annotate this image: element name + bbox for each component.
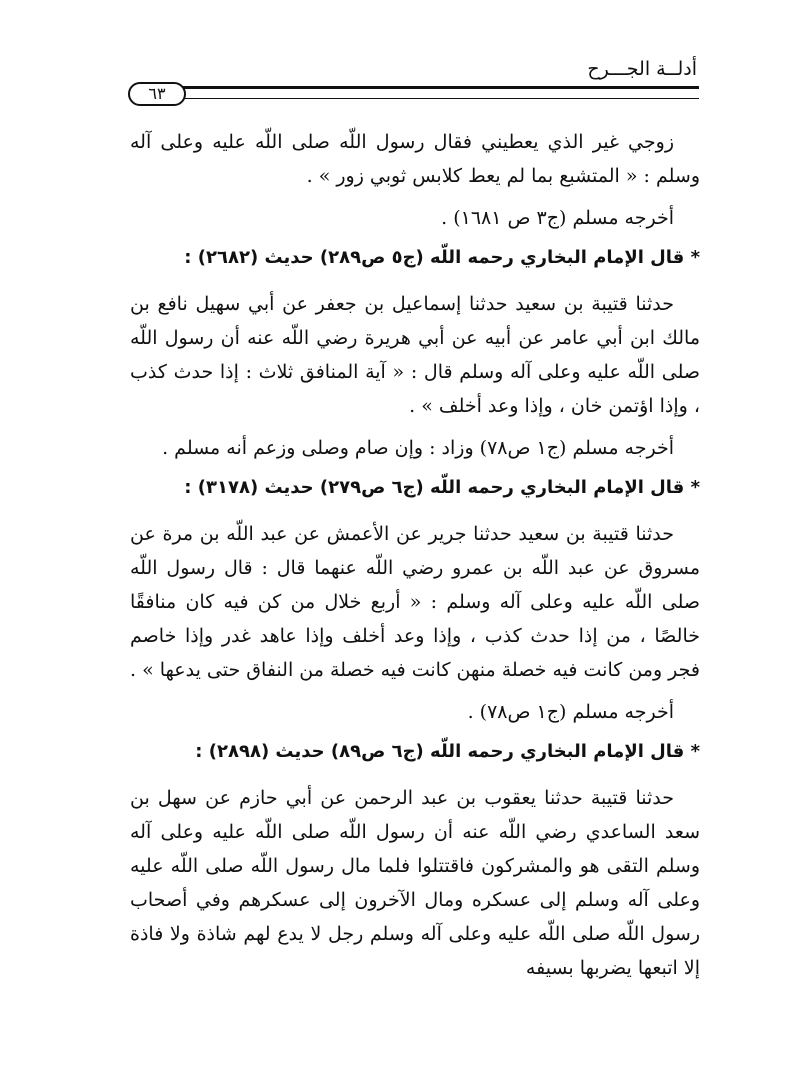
header-rule xyxy=(178,86,699,99)
source-citation: أخرجه مسلم (ج١ ص٧٨) وزاد : وإن صام وصلى وزعم أنه مسلم . xyxy=(162,437,674,459)
paragraph-continuation: زوجي غير الذي يعطيني فقال رسول اللّه صلى اللّه عليه وعلى آله وسلم : « المتشبع بما لم يعط كلابس ثوبي زور » . xyxy=(130,131,700,187)
page-body xyxy=(130,125,700,993)
hadith-text: حدثنا قتيبة بن سعيد حدثنا إسماعيل بن جعفر عن أبي سهيل نافع بن مالك ابن أبي عامر عن أبيه عن أبي هريرة رضي اللّه عنه أن رسول اللّه صلى اللّه عليه وعلى آله وسلم قال : « آية المنافق ثلاث : إذا حدث كذب ، وإذا اؤتمن خان ، وإذا وعد أخلف » . xyxy=(130,293,700,417)
running-header-title: أدلــة الجـــرح xyxy=(587,58,697,80)
hadith-heading: * قال الإمام البخاري رحمه اللّه (ج٦ ص٨٩) حديث (٢٨٩٨) : xyxy=(195,741,700,762)
hadith-text: حدثنا قتيبة بن سعيد حدثنا جرير عن الأعمش عن عبد اللّه بن مرة عن مسروق عن عبد اللّه بن عمرو رضي اللّه عنهما قال : قال رسول اللّه صلى اللّه عليه وعلى آله وسلم : « أربع خلال من كن فيه كان منافقًا خالصًا ، من إذا حدث كذب ، وإذا وعد أخلف وإذا عاهد غدر وإذا خاصم فجر ومن كانت فيه خصلة منهن كانت فيه خصلة من النفاق حتى يدعها » . xyxy=(130,523,700,681)
source-citation: أخرجه مسلم (ج٣ ص ١٦٨١) . xyxy=(441,207,674,229)
hadith-heading: * قال الإمام البخاري رحمه اللّه (ج٦ ص٢٧٩) حديث (٣١٧٨) : xyxy=(184,477,700,498)
page-number-badge: ٦٣ xyxy=(128,82,186,106)
hadith-heading: * قال الإمام البخاري رحمه اللّه (ج٥ ص٢٨٩) حديث (٢٦٨٢) : xyxy=(184,247,700,268)
hadith-text: حدثنا قتيبة حدثنا يعقوب بن عبد الرحمن عن أبي حازم عن سهل بن سعد الساعدي رضي اللّه عنه أن رسول اللّه صلى اللّه عليه وعلى آله وسلم التقى هو والمشركون فاقتتلوا فلما مال رسول اللّه صلى اللّه عليه وعلى آله وسلم إلى عسكره ومال الآخرون إلى عسكرهم وفي أصحاب رسول اللّه صلى اللّه عليه وعلى آله وسلم رجل لا يدع لهم شاذة ولا فاذة إلا اتبعها يضربها بسيفه xyxy=(130,787,700,979)
source-citation: أخرجه مسلم (ج١ ص٧٨) . xyxy=(467,701,674,723)
